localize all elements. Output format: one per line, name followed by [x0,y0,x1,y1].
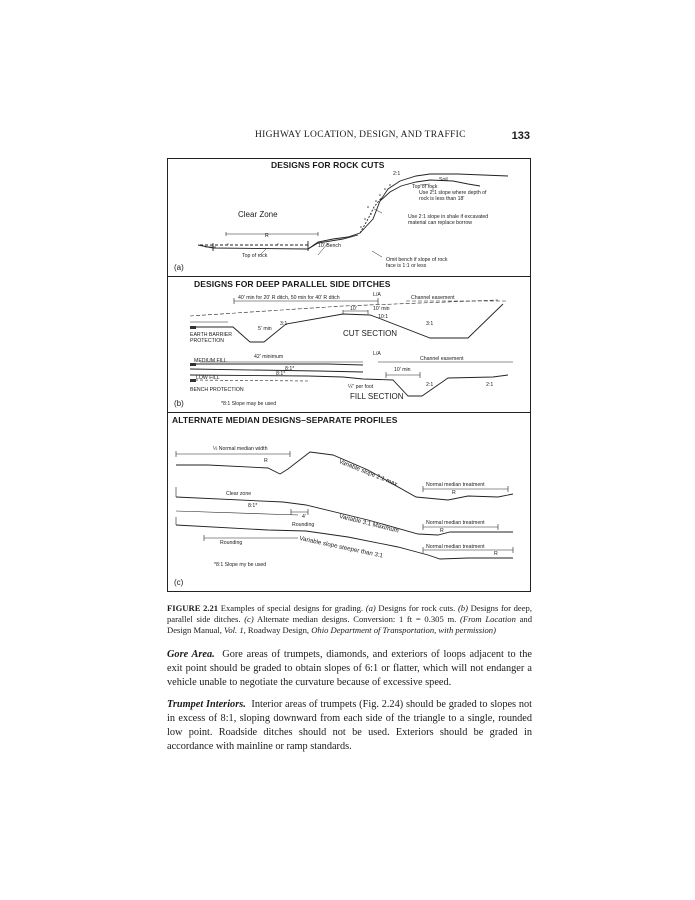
label-slope-2-1: 2:1 [393,171,401,177]
panel-a-label: (a) [174,263,184,272]
label-top-of-rock-lower: Top of rock [242,253,268,259]
label-clear-zone-c: Clear zone [226,491,252,497]
caption-text-1: Examples of special designs for grading. [218,603,366,613]
label-top-of-rock: Top of rock [412,184,438,190]
label-bench-protection: BENCH PROTECTION [190,387,244,393]
panel-median-designs [168,412,530,591]
label-normal-treatment-2: Normal median treatment [426,520,485,526]
panel-c-label: (c) [174,578,184,587]
label-variable-2-1: Variable slope 2:1 max [337,458,399,488]
label-rounding-2: Rounding [220,540,243,546]
caption-text-2: Designs for rock cuts. [375,603,458,613]
label-fill-section: FILL SECTION [350,392,404,401]
label-earth-barrier: EARTH BARRIER [190,332,232,338]
figure-caption [167,603,532,636]
panel-side-ditches [168,276,530,413]
label-r: R [265,233,269,239]
label-la-fill: L/A [373,351,381,357]
label-channel-easement-cut: Channel easement [411,295,455,301]
label-low-fill: LOW FILL [196,375,220,381]
running-title: HIGHWAY LOCATION, DESIGN, AND TRAFFIC [255,130,466,140]
label-omit-bench-cont: face is 1:1 or less [386,263,427,269]
panel-c-title: ALTERNATE MEDIAN DESIGNS–SEPARATE PROFILES [172,415,398,425]
label-variable-3-1: Variable 3:1 Maximum [338,513,400,535]
label-cut-section: CUT SECTION [343,329,398,338]
running-header [165,130,530,146]
caption-source-2: and Design Manual, [167,614,532,635]
label-note-b: *8:1 Slope may be used [221,401,277,407]
label-omit-bench: Omit bench if slope of rock [386,257,448,263]
label-use-2-1: Use 2:1 slope where depth of [419,190,487,196]
run-in-heading-trumpet: Trumpet Interiors. [167,699,246,710]
label-shale: Use 2:1 slope in shale if excavated [408,214,489,220]
paragraph-text-trumpet: Interior areas of trumpets (Fig. 2.24) should be graded to slopes not in excess of 8:1, sloping downward from each side of the triangle to a single, rounded low point. Roadside ditches should not be used. Exteriors should be graded in accordance with mainline or ramp standards. [167,699,533,752]
caption-c: (c) [244,614,254,624]
label-rounding-1: Rounding [292,522,315,528]
label-medium-fill: MEDIUM FILL [194,358,227,364]
caption-source-1: (From Location [459,614,516,624]
caption-a: (a) [365,603,376,613]
caption-source-3: Vol. 1, [224,625,246,635]
label-quarter-per-foot: ¼" per foot [348,384,374,390]
page-number: 133 [511,130,530,142]
run-in-heading-gore: Gore Area. [167,649,215,660]
figure-2-21 [167,158,531,592]
label-ditch-width: 40' min for 20' R ditch, 50 min for 40' R ditch [238,295,340,301]
label-r2: R [452,490,456,496]
label-earth-barrier-cont: PROTECTION [190,338,225,344]
label-channel-easement-fill: Channel easement [420,356,464,362]
label-shale-cont: material can replace borrow [408,220,473,226]
label-r3: R [440,528,444,534]
label-r1: R [264,458,268,464]
label-half-median: ½ Normal median width [213,446,268,452]
label-normal-treatment-1: Normal median treatment [426,482,485,488]
panel-b-title: DESIGNS FOR DEEP PARALLEL SIDE DITCHES [194,279,391,289]
label-r4: R [494,551,498,557]
label-five-min: 5' min [258,326,272,332]
caption-b: (b) [457,603,468,613]
label-eight-one-c: 8:1* [248,503,258,509]
label-ten-one: 10:1 [378,314,389,320]
label-normal-treatment-3: Normal median treatment [426,544,485,550]
label-ten: 10' [350,306,357,312]
label-clear-zone: Clear Zone [238,210,278,219]
label-four: 4' [302,514,306,520]
label-three-one-a: 3:1 [280,321,288,327]
panel-rock-cuts [168,159,530,277]
label-three-one-b: 3:1 [426,321,434,327]
paragraph-gore-area [167,648,532,690]
label-bench: 10' Bench [318,243,341,249]
figure-label: FIGURE 2.21 [167,603,219,613]
paragraph-trumpet-interiors [167,698,532,754]
label-eight-one-b: 8:1* [276,371,286,377]
label-note-c: *8:1 Slope my be used [214,562,267,568]
label-ten-min-fill: 10' min [394,367,411,373]
paragraph-text-gore: Gore areas of trumpets, diamonds, and exteriors of loops adjacent to the exit point should be graded to obtain slopes of 6:1 or flatter, which will not endanger a vehicle unable to negotiate the curvature because of excessive speed. [167,649,532,688]
label-forty-two-min: 42' minimum [254,354,284,360]
label-eight-one-a: 8:1* [285,366,295,372]
label-two-one-b: 2:1 [486,382,494,388]
label-two-one-a: 2:1 [426,382,434,388]
caption-text-3: Designs for deep, parallel side ditches. [167,603,532,624]
caption-text-4: Alternate median designs. Conversion: 1 ft = 0.305 m. [253,614,460,624]
label-variable-steeper: Variable slope steeper than 3:1 [298,535,384,560]
panel-b-label: (b) [174,399,184,408]
panel-a-title: DESIGNS FOR ROCK CUTS [271,160,385,170]
label-soil: Soil [439,177,448,183]
caption-source-5: Ohio Department of Transportation, with permission) [311,625,496,635]
label-ten-min: 10' min [373,306,390,312]
label-la: L/A [373,292,381,298]
label-use-2-1-cont: rock is less than 18' [419,196,465,202]
caption-source-4: Roadway Design, [245,625,312,635]
